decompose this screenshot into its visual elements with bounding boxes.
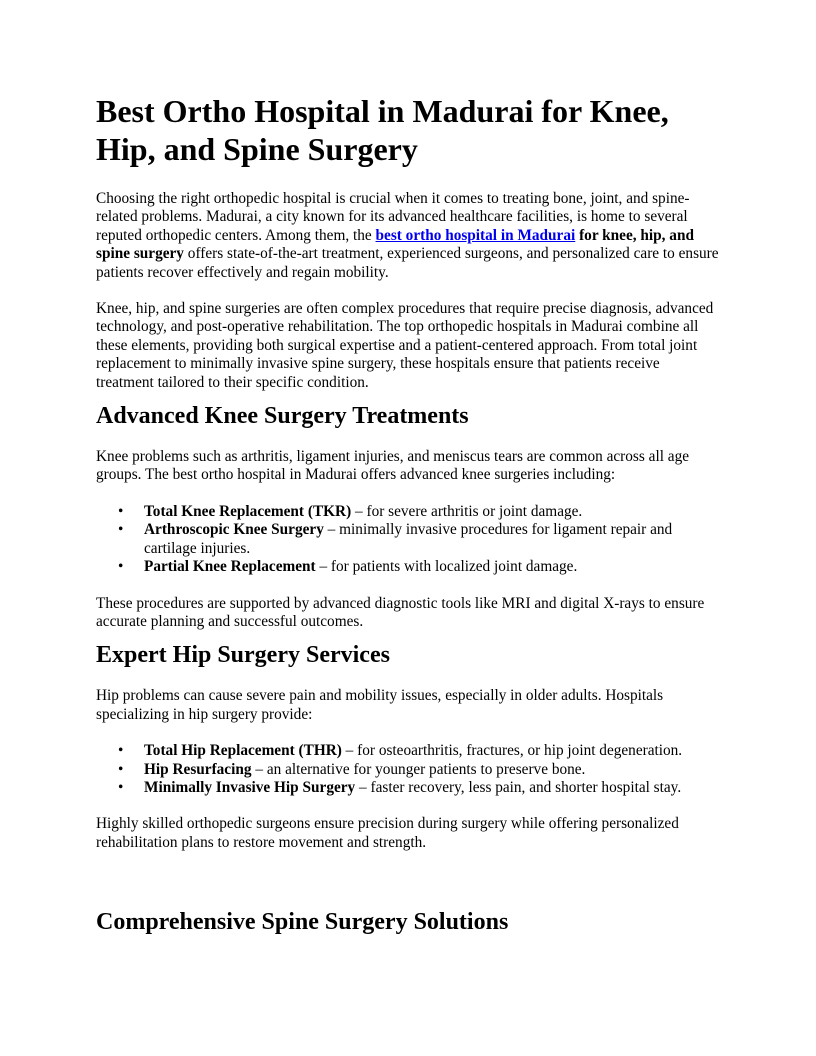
list-item-text: – for osteoarthritis, fractures, or hip joint degeneration. [341,742,683,760]
hip-heading: Expert Hip Surgery Services [96,642,390,669]
intro-paragraph [96,190,720,282]
list-item-text: – an alternative for younger patients to preserve bone. [251,760,586,778]
list-item-bold: Minimally Invasive Hip Surgery [144,778,356,796]
bullet-icon: • [118,521,124,539]
hospital-link[interactable]: best ortho hospital in Madurai [375,226,576,244]
spine-heading: Comprehensive Spine Surgery Solutions [96,909,509,936]
list-item-text: – for patients with localized joint damage. [315,558,578,576]
list-item [96,521,720,558]
knee-after-paragraph: These procedures are supported by advanced diagnostic tools like MRI and digital X-rays to ensure accurate planning and successful outcomes. [96,594,705,630]
list-item-bold: Partial Knee Replacement [144,558,316,576]
list-item-bold: Arthroscopic Knee Surgery [144,521,324,539]
list-item-bold: Total Knee Replacement (TKR) [144,502,352,520]
list-item [96,742,720,760]
knee-heading: Advanced Knee Surgery Treatments [96,403,469,430]
list-item [96,503,720,521]
list-item [96,761,720,779]
bullet-icon: • [118,742,124,760]
hip-intro: Hip problems can cause severe pain and mobility issues, especially in older adults. Hospitals specializing in hip surgery provide: [96,687,664,723]
hip-list [96,742,720,797]
intro-text-end: offers state-of-the-art treatment, experienced surgeons, and personalized care to ensure patients recover effectively and regain mobility. [96,245,719,281]
bullet-icon: • [118,778,124,796]
list-item-text: – minimally invasive procedures for ligament repair and cartilage injuries. [144,521,673,557]
knee-intro: Knee problems such as arthritis, ligament injuries, and meniscus tears are common across all age groups. The best ortho hospital in Madurai offers advanced knee surgeries including: [96,448,690,484]
list-item-text: – faster recovery, less pain, and shorter hospital stay. [355,778,682,796]
intro-text: Choosing the right orthopedic hospital is crucial when it comes to treating bone, joint, and spine-related problems. Madurai, a city known for its advanced healthcare facilities, is home to several reputed orthopedic centers. Among them, the [96,190,690,244]
intro-paragraph-2: Knee, hip, and spine surgeries are often complex procedures that require precise diagnosis, advanced technology, and post-operative rehabilitation. The top orthopedic hospitals in Madurai combine all these elements, providing both surgical expertise and a patient-centered approach. From total joint replacement to minimally invasive spine surgery, these hospitals ensure that patients receive treatment tailored to their specific condition. [96,300,714,391]
page-title: Best Ortho Hospital in Madurai for Knee, Hip, and Spine Surgery [96,93,669,167]
intro-bold-text: for knee, hip, and spine surgery [96,226,694,263]
bullet-icon: • [118,558,124,576]
list-item-bold: Total Hip Replacement (THR) [144,742,342,760]
hip-after-paragraph: Highly skilled orthopedic surgeons ensure precision during surgery while offering personalized rehabilitation plans to restore movement and strength. [96,815,679,851]
list-item [96,779,720,797]
list-item [96,558,720,576]
document-page [96,92,720,936]
bullet-icon: • [118,502,124,520]
knee-list [96,503,720,577]
bullet-icon: • [118,760,124,778]
list-item-text: – for severe arthritis or joint damage. [351,502,583,520]
list-item-bold: Hip Resurfacing [144,760,252,778]
